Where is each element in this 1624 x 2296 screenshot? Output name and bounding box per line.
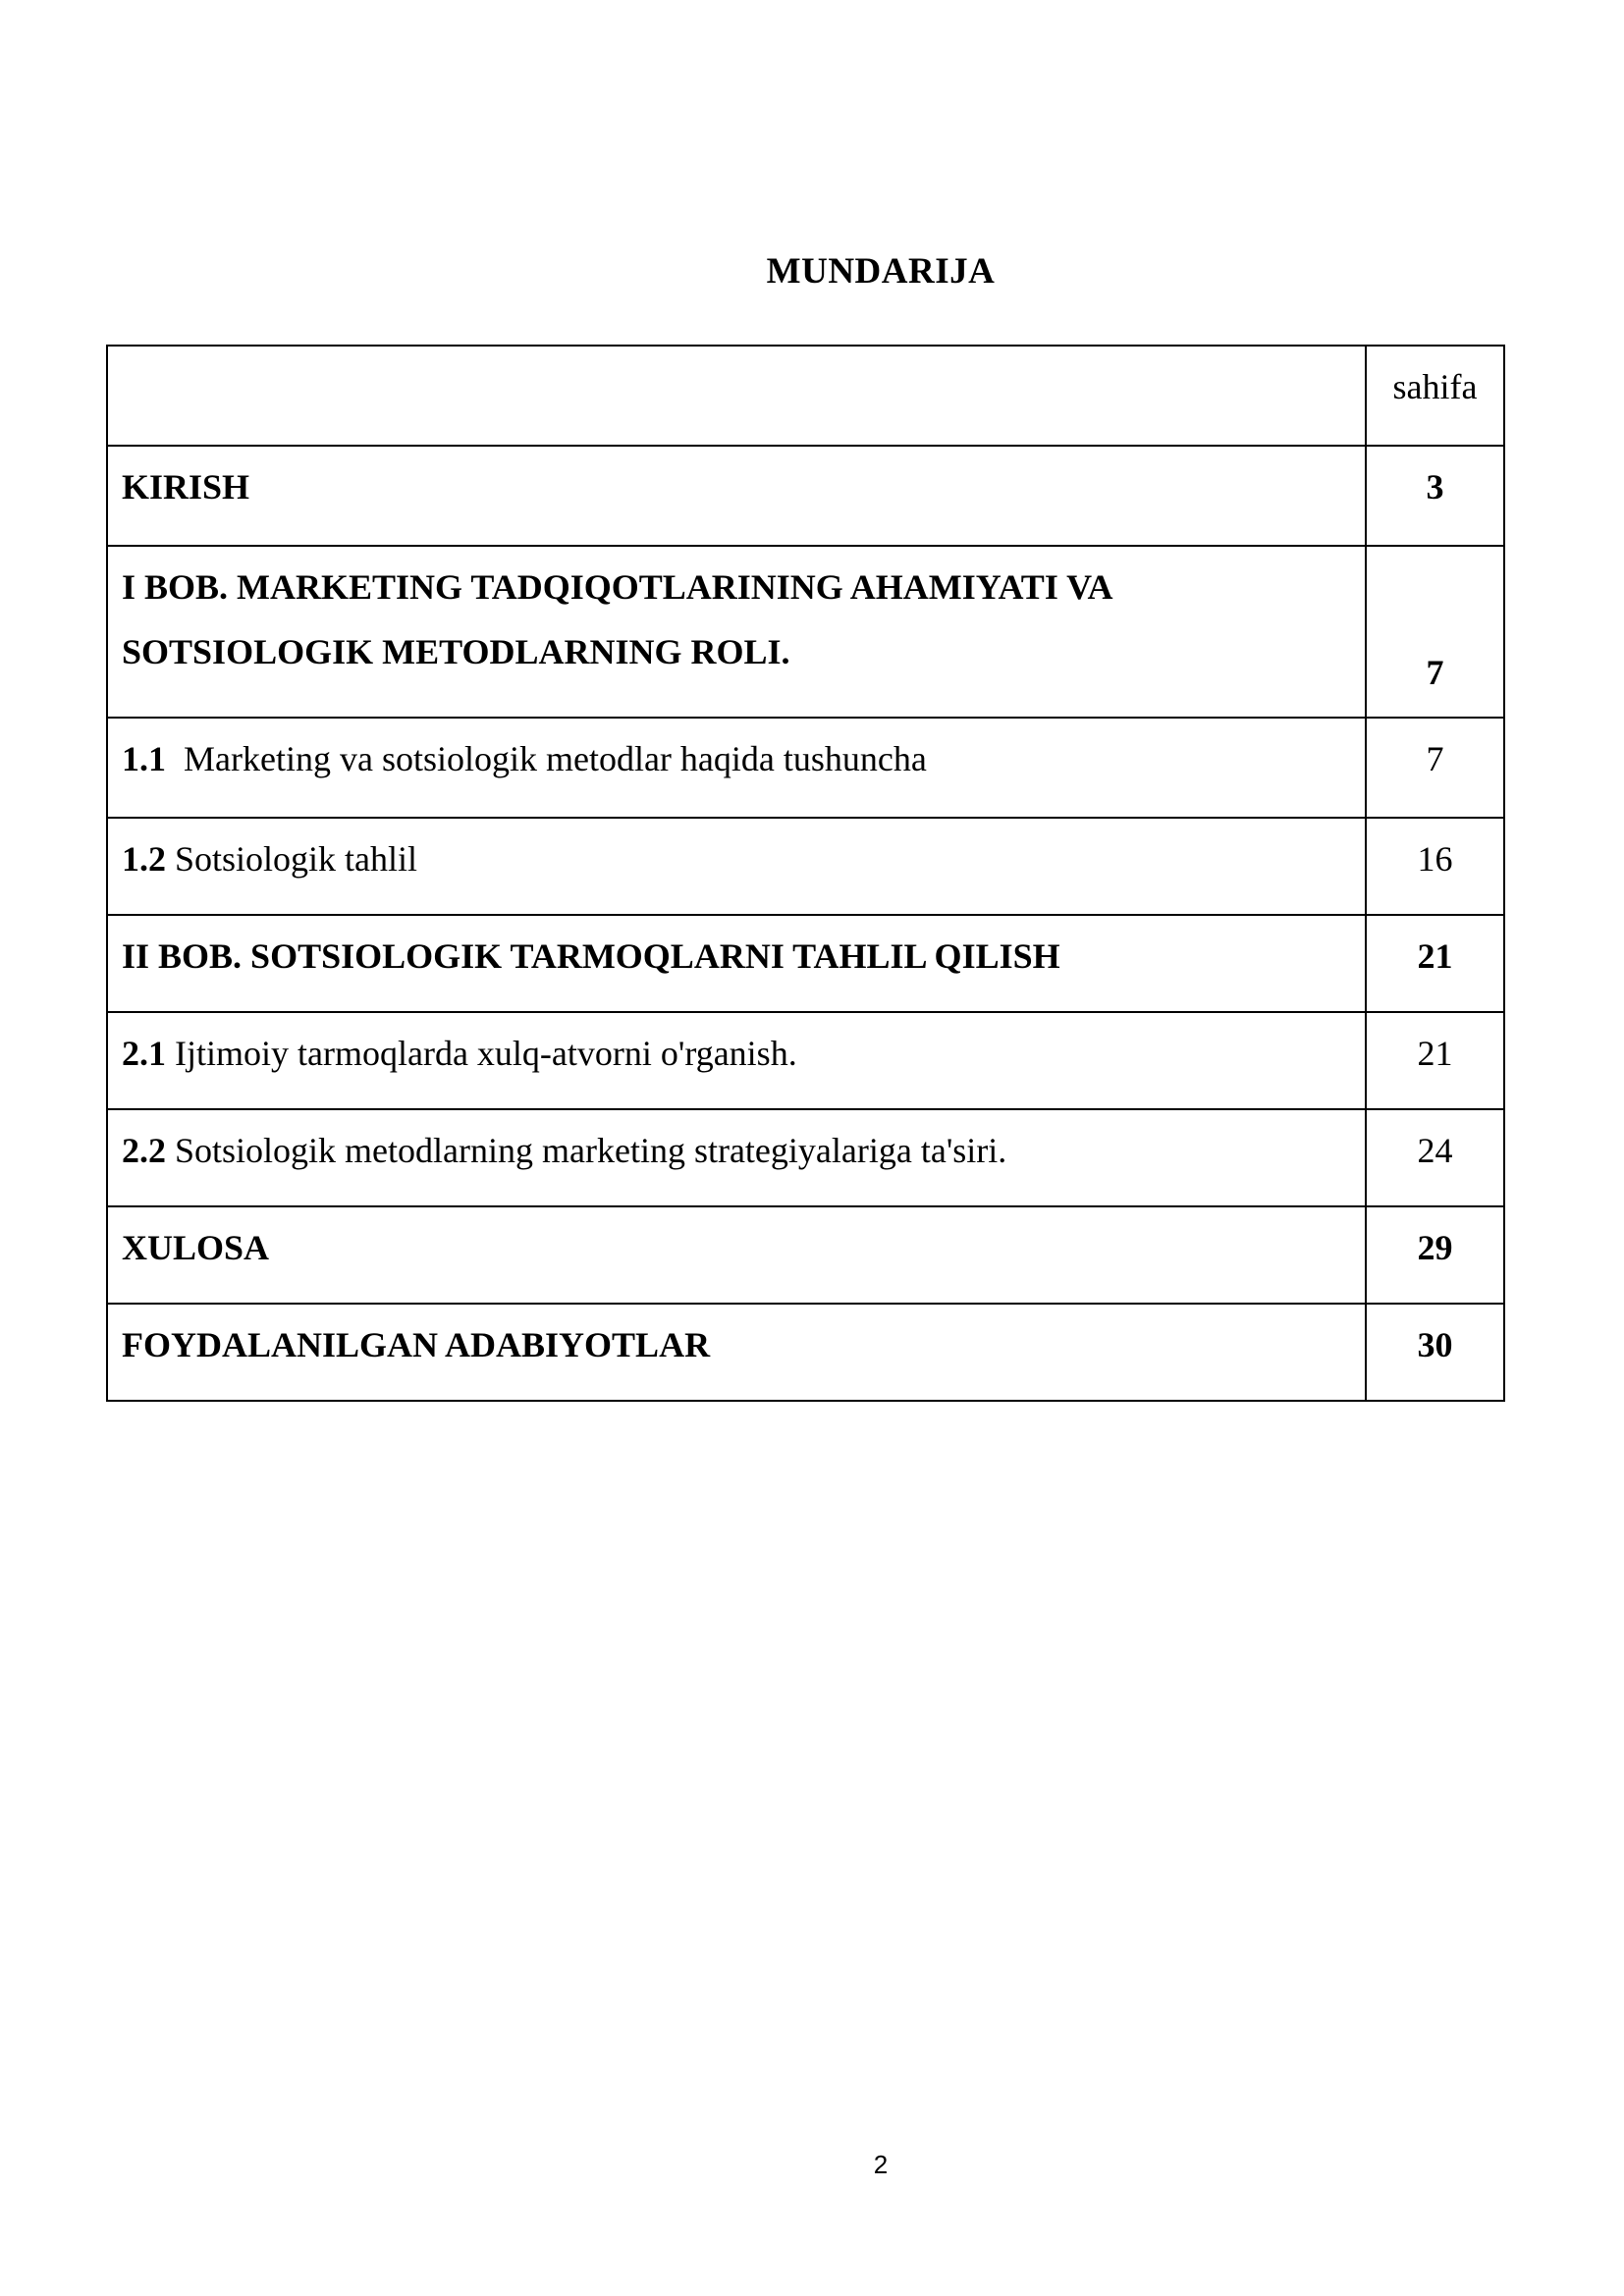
toc-entry-page <box>1366 1109 1504 1206</box>
toc-entry-page <box>1366 546 1504 718</box>
page-number: 2 <box>873 2150 889 2179</box>
page-column-header-label: sahifa <box>1392 367 1478 406</box>
toc-entry-page <box>1366 446 1504 546</box>
toc-heading: MUNDARIJA <box>766 251 996 292</box>
toc-entry-page-number: 16 <box>1417 839 1453 879</box>
toc-entry-text: FOYDALANILGAN ADABIYOTLAR <box>122 1325 711 1364</box>
toc-entry-text: KIRISH <box>122 467 250 507</box>
toc-entry-title <box>107 718 1366 818</box>
toc-entry-text-line-2: SOTSIOLOGIK METODLARNING ROLI. <box>122 632 790 671</box>
toc-entry-number: 2.2 <box>122 1131 166 1170</box>
toc-entry-page <box>1366 718 1504 818</box>
toc-entry-title <box>107 1206 1366 1304</box>
toc-row-chapter-1 <box>107 546 1504 718</box>
toc-entry-page-number: 29 <box>1417 1228 1453 1267</box>
toc-entry-title <box>107 1012 1366 1109</box>
toc-entry-text: Sotsiologik metodlarning marketing strategiyalariga ta'siri. <box>175 1131 1007 1170</box>
toc-entry-text: Marketing va sotsiologik metodlar haqida tushuncha <box>184 739 927 778</box>
toc-entry-title <box>107 915 1366 1012</box>
toc-entry-title <box>107 446 1366 546</box>
toc-entry-title <box>107 546 1366 718</box>
toc-entry-title <box>107 818 1366 915</box>
toc-row-intro <box>107 446 1504 546</box>
toc-entry-text: Sotsiologik tahlil <box>175 839 418 879</box>
toc-entry-page <box>1366 1012 1504 1109</box>
toc-entry-number: 2.1 <box>122 1034 166 1073</box>
toc-row-section-2-1 <box>107 1012 1504 1109</box>
toc-row-conclusion <box>107 1206 1504 1304</box>
toc-entry-title <box>107 1109 1366 1206</box>
toc-entry-page-number: 7 <box>1426 653 1444 692</box>
page-column-header <box>1366 346 1504 446</box>
toc-header-row <box>107 346 1504 446</box>
toc-entry-page-number: 24 <box>1417 1131 1453 1170</box>
page-title <box>0 250 1624 293</box>
toc-entry-page-number: 21 <box>1417 1034 1453 1073</box>
toc-row-section-1-1 <box>107 718 1504 818</box>
toc-header-empty-cell <box>107 346 1366 446</box>
table-of-contents <box>106 345 1505 1402</box>
toc-entry-text: Ijtimoiy tarmoqlarda xulq-atvorni o'rganish. <box>175 1034 797 1073</box>
toc-entry-text: XULOSA <box>122 1228 270 1267</box>
toc-entry-title <box>107 1304 1366 1401</box>
toc-entry-page <box>1366 818 1504 915</box>
page-footer <box>0 2150 1624 2180</box>
toc-entry-page <box>1366 1304 1504 1401</box>
toc-entry-text-line-1: I BOB. MARKETING TADQIQOTLARINING AHAMIYATI VA <box>122 567 1113 607</box>
toc-entry-number: 1.2 <box>122 839 166 879</box>
toc-entry-page-number: 30 <box>1417 1325 1453 1364</box>
toc-entry-page <box>1366 1206 1504 1304</box>
toc-row-references <box>107 1304 1504 1401</box>
toc-row-section-2-2 <box>107 1109 1504 1206</box>
toc-entry-page <box>1366 915 1504 1012</box>
toc-entry-text: II BOB. SOTSIOLOGIK TARMOQLARNI TAHLIL QILISH <box>122 936 1060 976</box>
toc-entry-page-number: 21 <box>1417 936 1453 976</box>
toc-entry-page-number: 3 <box>1426 467 1444 507</box>
toc-row-chapter-2 <box>107 915 1504 1012</box>
toc-entry-number: 1.1 <box>122 739 166 778</box>
toc-row-section-1-2 <box>107 818 1504 915</box>
toc-entry-page-number: 7 <box>1426 739 1444 778</box>
